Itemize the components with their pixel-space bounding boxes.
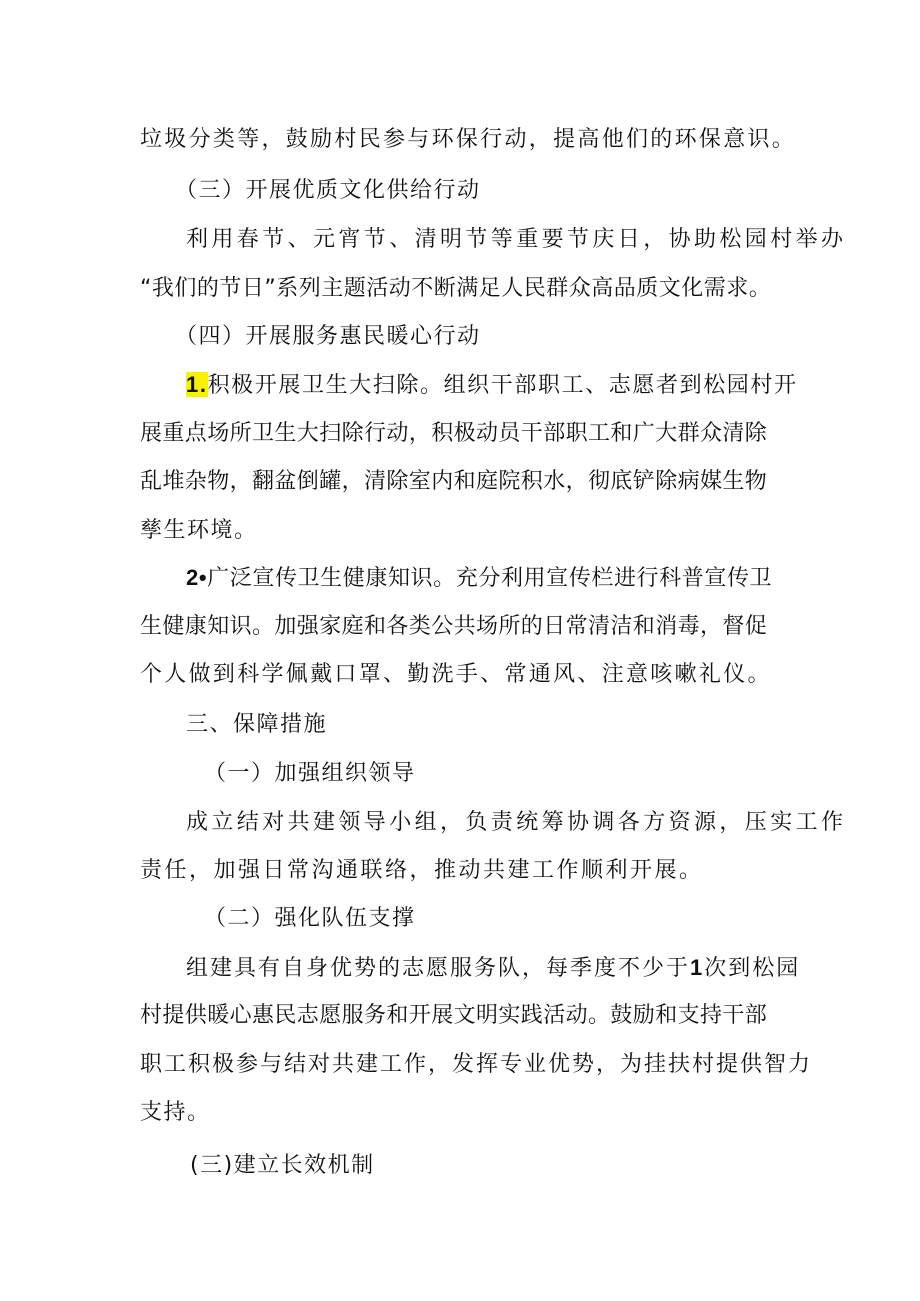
line-text: 次到松园 (704, 956, 801, 981)
line-text: 积极开展卫生大扫除。组织干部职工、志愿者到松园村开 (207, 373, 798, 398)
text-line-16 (140, 856, 704, 886)
line-text: (三)建立长效机制 (190, 1153, 375, 1178)
subsection-heading-3 (190, 1151, 375, 1181)
list-number: 2• (186, 565, 208, 590)
subsection-heading-2 (204, 904, 416, 934)
section-heading-4 (175, 322, 481, 352)
line-text: 垃圾分类等，鼓励村民参与环保行动，提高他们的环保意识。 (140, 127, 797, 152)
text-line-8 (140, 467, 767, 497)
list-item-2 (186, 563, 772, 594)
line-text: 生健康知识。加强家庭和各类公共场所的日常清洁和消毒，督促 (140, 614, 768, 639)
line-text: 组建具有自身优势的志愿服务队，每季度不少于 (186, 956, 691, 981)
line-text: 乱堆杂物，翻盆倒罐，清除室内和庭院积水，彻底铲除病媒生物 (140, 469, 768, 494)
text-line-12 (140, 660, 772, 690)
line-text: 广泛宣传卫生健康知识。充分利用宣传栏进行科普宣传卫 (207, 566, 773, 591)
section-heading-3 (175, 176, 481, 206)
subsection-heading-1 (204, 759, 416, 789)
line-text: （一）加强组织领导 (204, 761, 416, 786)
line-text: 个人做到科学佩戴口罩、勤洗手、常通风、注意咳嗽礼仪。 (140, 662, 772, 687)
line-text: 职工积极参与结对共建工作，发挥专业优势，为挂扶村提供智力 (140, 1052, 813, 1077)
line-text: 展重点场所卫生大扫除行动，积极动员干部职工和广大群众清除 (140, 421, 768, 446)
text-line-20 (140, 1050, 812, 1080)
line-text: （三）开展优质文化供给行动 (175, 178, 481, 203)
text-line-21 (140, 1098, 211, 1128)
line-text: （二）强化队伍支撑 (204, 906, 416, 931)
line-text: 村提供暖心惠民志愿服务和开展文明实践活动。鼓励和支持干部 (140, 1003, 768, 1028)
text-line-9 (140, 516, 258, 546)
text-line-19 (140, 1001, 767, 1031)
line-text: 成立结对共建领导小组，负责统筹协调各方资源，压实工作 (186, 810, 847, 835)
text-line-1 (140, 125, 796, 155)
line-text: 责任，加强日常沟通联络，推动共建工作顺利开展。 (140, 858, 704, 883)
line-text: （四）开展服务惠民暖心行动 (175, 324, 481, 349)
line-text: 孳生环境。 (140, 518, 258, 543)
highlighted-number: 1. (186, 372, 208, 397)
line-text: 三、保障措施 (186, 712, 328, 737)
text-line-7 (140, 419, 767, 449)
inline-number: 1 (690, 955, 705, 980)
line-text: “我们的节日”系列主题活动不断满足人民群众高品质文化需求。 (140, 276, 772, 301)
text-line-11 (140, 612, 767, 642)
text-line-15 (186, 808, 846, 838)
list-item-1 (186, 370, 798, 401)
text-line-4 (140, 274, 771, 304)
text-line-3 (186, 225, 846, 255)
section-title-3 (186, 710, 327, 740)
text-line-18 (186, 953, 800, 984)
line-text: 利用春节、元宵节、清明节等重要节庆日，协助松园村举办 (186, 227, 847, 252)
line-text: 支持。 (140, 1100, 211, 1125)
